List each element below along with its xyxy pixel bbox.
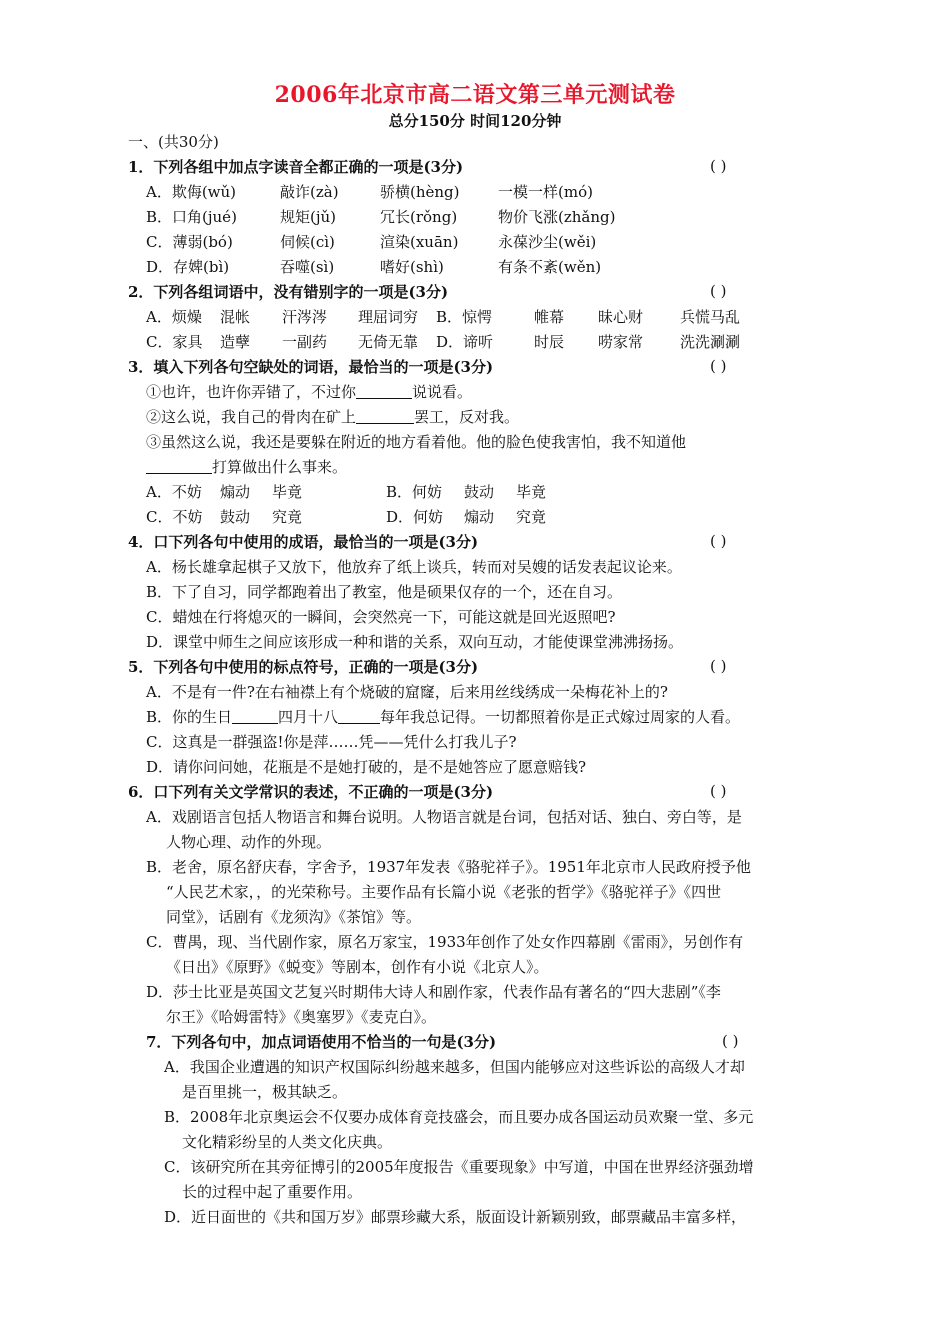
q5-b-part-3: 每年我总记得。一切都照着你是正式嫁过周家的人看。 [380, 708, 741, 726]
q2-a-3: 汗涔涔 [282, 308, 328, 326]
q5-b-blank-1 [232, 709, 278, 724]
q6-option-b-line1: B．老舍，原名舒庆春，字舍予，1937年发表《骆驼祥子》。1951年北京市人民政府授予他 [146, 858, 751, 876]
q2-b-2: 帷幕 [534, 308, 565, 326]
q3-a-2: 煽动 [220, 483, 251, 501]
q4-option-d: D．课堂中师生之间应该形成一种和谐的关系，双向互动，才能使课堂沸沸扬扬。 [146, 633, 684, 651]
q5-option-c: C．这真是一群强盗!你是萍……凭——凭什么打我儿子? [146, 733, 517, 751]
q6-stem: 6．口下列有关文学常识的表述，不正确的一项是(3分) [128, 783, 494, 801]
q3-s1-text-a: ①也许，也许你弄错了，不过你 [146, 383, 357, 401]
q2-d-1: D．谛听 [436, 333, 494, 351]
q4-option-c: C．蜡烛在行将熄灭的一瞬间，会突然亮一下，可能这就是回光返照吧? [146, 608, 616, 626]
q3-a-1: A．不妨 [146, 483, 202, 501]
q4-answer-bracket: ( ) [710, 532, 727, 550]
q2-c-1: C．家具 [146, 333, 203, 351]
q2-b-4: 兵慌马乱 [680, 308, 741, 326]
q5-b-part-2: 四月十八 [278, 708, 339, 726]
q1-c-3: 渲染(xuān) [380, 233, 459, 251]
q2-b-3: 昧心财 [598, 308, 644, 326]
q3-c-1: C．不妨 [146, 508, 203, 526]
q3-sentence-2 [146, 407, 519, 427]
q1-a-3: 骄横(hèng) [380, 183, 460, 201]
q3-s1-text-b: 说说看。 [412, 383, 473, 401]
q1-stem: 1．下列各组中加点字读音全都正确的一项是(3分) [128, 158, 464, 176]
q7-option-b-line1: B．2008年北京奥运会不仅要办成体育竞技盛会，而且要办成各国运动员欢聚一堂、多元 [164, 1108, 754, 1126]
q3-b-2: 鼓动 [464, 483, 495, 501]
q6-option-d-line1: D．莎士比亚是英国文艺复兴时期伟大诗人和剧作家，代表作品有著名的“四大悲剧”《李 [146, 983, 721, 1001]
q5-option-b [146, 707, 740, 727]
q4-stem: 4．口下列各句中使用的成语，最恰当的一项是(3分) [128, 533, 479, 551]
q2-c-2: 造孽 [220, 333, 251, 351]
q5-option-d: D．请你问问她，花瓶是不是她打破的，是不是她答应了愿意赔钱? [146, 758, 587, 776]
q1-b-4: 物价飞涨(zhǎng) [498, 208, 616, 226]
q3-s3-text-b: 打算做出什么事来。 [212, 458, 348, 476]
q7-stem: 7．下列各句中，加点词语使用不恰当的一句是(3分) [146, 1033, 497, 1051]
q3-b-3: 毕竟 [516, 483, 547, 501]
q3-s1-blank [356, 384, 412, 399]
q5-answer-bracket: ( ) [710, 657, 727, 675]
q3-d-2: 煽动 [464, 508, 495, 526]
q6-option-b-line3: 同堂》，话剧有《龙须沟》《茶馆》等。 [166, 908, 422, 926]
q4-option-a: A．杨长雄拿起棋子又放下，他放弃了纸上谈兵，转而对吴嫂的话发表起议论来。 [146, 558, 682, 576]
q1-b-1: B．口角(jué) [146, 208, 237, 226]
section-heading: 一、(共30分) [128, 133, 219, 151]
q1-d-2: 吞噬(sì) [280, 258, 335, 276]
q1-d-4: 有条不紊(wěn) [498, 258, 602, 276]
q3-s2-text-a: ②这么说，我自己的骨肉在矿上 [146, 408, 357, 426]
q2-d-4: 洗洗涮涮 [680, 333, 741, 351]
q3-sentence-3: ③虽然这么说，我还是要躲在附近的地方看着他。他的脸色使我害怕，我不知道他 [146, 433, 687, 451]
q1-b-3: 冗长(rǒng) [380, 208, 458, 226]
q7-answer-bracket: ( ) [722, 1032, 739, 1050]
q7-option-b-line2: 文化精彩纷呈的人类文化庆典。 [182, 1133, 393, 1151]
q1-answer-bracket: ( ) [710, 157, 727, 175]
q3-d-1: D．何妨 [386, 508, 444, 526]
q7-option-a-line1: A．我国企业遭遇的知识产权国际纠纷越来越多，但国内能够应对这些诉讼的高级人才却 [164, 1058, 745, 1076]
q3-sentence-3-cont [146, 457, 347, 477]
q3-c-3: 究竟 [272, 508, 303, 526]
q7-option-c-line2: 长的过程中起了重要作用。 [182, 1183, 363, 1201]
q1-c-1: C．薄弱(bó) [146, 233, 233, 251]
q3-a-3: 毕竟 [272, 483, 303, 501]
q1-d-3: 嗜好(shì) [380, 258, 444, 276]
q1-c-2: 伺候(cì) [280, 233, 335, 251]
q2-d-2: 时辰 [534, 333, 565, 351]
q3-stem: 3．填入下列各句空缺处的词语，最恰当的一项是(3分) [128, 358, 494, 376]
q2-d-3: 唠家常 [598, 333, 644, 351]
q5-option-a: A．不是有一件?在右袖襟上有个烧破的窟窿，后来用丝线绣成一朵梅花补上的? [146, 683, 668, 701]
q6-option-b-line2: “人民艺术家，，的光荣称号。主要作品有长篇小说《老张的哲学》《骆驼祥子》《四世 [166, 883, 722, 901]
q3-s2-blank [356, 409, 414, 424]
q3-s2-text-b: 罢工，反对我。 [414, 408, 520, 426]
q2-b-1: B．惊愕 [436, 308, 493, 326]
q1-c-4: 永葆沙尘(wěi) [498, 233, 597, 251]
q6-option-c-line1: C．曹禺，现、当代剧作家，原名万家宝，1933年创作了处女作四幕剧《雷雨》，另创作有 [146, 933, 744, 951]
q3-c-2: 鼓动 [220, 508, 251, 526]
q3-b-1: B．何妨 [386, 483, 443, 501]
page-title: 2006年北京市高二语文第三单元测试卷 [274, 82, 676, 108]
q6-answer-bracket: ( ) [710, 782, 727, 800]
q3-d-3: 究竟 [516, 508, 547, 526]
q5-b-blank-2 [338, 709, 380, 724]
q2-c-3: 一副药 [282, 333, 328, 351]
q3-sentence-1 [146, 382, 472, 402]
q2-stem: 2．下列各组词语中，没有错别字的一项是(3分) [128, 283, 449, 301]
q3-answer-bracket: ( ) [710, 357, 727, 375]
q1-a-2: 敲诈(zà) [280, 183, 339, 201]
q2-a-1: A．烦燥 [146, 308, 202, 326]
q6-option-d-line2: 尔王》《哈姆雷特》《奥塞罗》《麦克白》。 [166, 1008, 437, 1026]
q6-option-a-line1: A．戏剧语言包括人物语言和舞台说明。人物语言就是台词，包括对话、独白、旁白等，是 [146, 808, 742, 826]
q7-option-d-line1: D．近日面世的《共和国万岁》邮票珍藏大系，版面设计新颖别致，邮票藏品丰富多样， [164, 1208, 747, 1226]
q1-a-1: A．欺侮(wǔ) [146, 183, 237, 201]
page-subtitle: 总分150分 时间120分钟 [388, 112, 562, 130]
q5-b-part-1: B．你的生日 [146, 708, 233, 726]
q1-a-4: 一模一样(mó) [498, 183, 593, 201]
q3-s3-blank [146, 459, 212, 474]
q2-answer-bracket: ( ) [710, 282, 727, 300]
q4-option-b: B．下了自习，同学都跑着出了教室，他是硕果仅存的一个，还在自习。 [146, 583, 623, 601]
q2-a-2: 混帐 [220, 308, 251, 326]
q2-c-4: 无倚无靠 [358, 333, 419, 351]
q5-stem: 5．下列各句中使用的标点符号，正确的一项是(3分) [128, 658, 479, 676]
q7-option-c-line1: C．该研究所在其旁征博引的2005年度报告《重要现象》中写道，中国在世界经济强劲增 [164, 1158, 754, 1176]
q6-option-a-line2: 人物心理、动作的外现。 [166, 833, 332, 851]
q7-option-a-line2: 是百里挑一，极其缺乏。 [182, 1083, 348, 1101]
q1-b-2: 规矩(jǔ) [280, 208, 337, 226]
q2-a-4: 理屈词穷 [358, 308, 419, 326]
q6-option-c-line2: 《日出》《原野》《蜕变》等剧本，创作有小说《北京人》。 [166, 958, 549, 976]
q1-d-1: D．存婢(bì) [146, 258, 230, 276]
